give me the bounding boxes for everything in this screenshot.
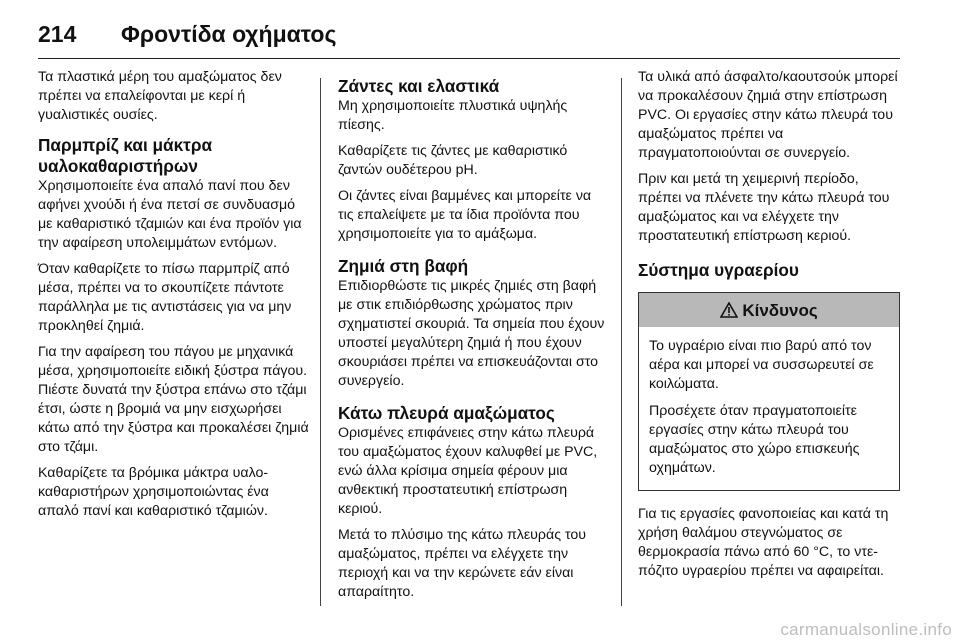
paragraph: Επιδιορθώστε τις μικρές ζημιές στη βαφή με στικ επιδιόρθωσης χρώματος πριν σχηματιστεί σκουριά. Τα σημεία που έχουν υποστεί μεγαλύτερη ζημιά ή που έχουν σκουριάσει πρέπει να επισκευάζονται στο συνεργείο. [338,278,605,389]
page-title: Φροντίδα οχήματος [121,20,337,47]
section-heading-lpg-system: Σύστημα υγραερίου [638,260,799,280]
paragraph: Προσέχετε όταν πραγματοποιείτε εργασίες στην κάτω πλευρά του αμαξώματος στο χώρο επισκευής οχημάτων. [649,403,860,476]
warning-triangle-icon [720,302,738,318]
paragraph: Ορισμένες επιφάνειες στην κάτω πλευρά του αμαξώματος έχουν καλυφθεί με PVC, ενώ άλλα κρίσιμα σημεία φέρουν μια ανθεκτική προστατευτική επίστρωση κεριού. [338,425,598,517]
column-1 [38,68,310,528]
danger-label: Κίνδυνος [742,300,818,320]
danger-header [639,293,899,327]
paragraph: Μη χρησιμοποιείτε πλυστικά υψηλής πίεσης. [338,98,568,133]
paragraph: Το υγραέριο είναι πιο βαρύ από τον αέρα και μπορεί να συσσωρευτεί σε κοιλώματα. [649,338,874,392]
column-divider-2 [621,78,622,606]
watermark-text: carmanualsonline.info [780,620,952,639]
section-heading-windscreen: Παρμπρίζ και μάκτρα υαλοκαθαριστήρων [38,135,213,176]
page-header [38,14,900,54]
paragraph: Χρησιμοποιείτε ένα απαλό πανί που δεν αφήνει χνούδι ή ένα πετσί σε συνδυασμό με καθαριστικό τζαμιών και ένα προϊόν για την αφαίρεση υπολειμμάτων εντόμων. [38,178,302,251]
section-heading-paint-damage: Ζημιά στη βαφή [338,256,469,276]
paragraph: Καθαρίζετε τις ζάντες με καθαριστικό ζαντών ουδέτερου pH. [338,143,568,178]
danger-body [639,327,899,490]
paragraph: Οι ζάντες είναι βαμμένες και μπορείτε να τις επαλείψετε με τα ίδια προϊόντα που χρησιμοποιείτε για το αμάξωμα. [338,188,592,242]
section-heading-wheels: Ζάντες και ελαστικά [338,76,500,96]
section-heading-underbody: Κάτω πλευρά αμαξώματος [338,403,555,423]
paragraph: Όταν καθαρίζετε το πίσω παρμπρίζ από μέσα, πρέπει να το σκουπίζετε πάντοτε παράλληλα με τις αντιστάσεις για να μην προκληθεί ζημιά. [38,261,292,334]
column-2 [338,68,610,609]
page-number: 214 [38,20,77,47]
header-divider [38,58,900,59]
danger-warning-box [638,292,900,491]
paragraph: Πριν και μετά τη χειμερινή περίοδο, πρέπει να πλένετε την κάτω πλευρά του αμαξώματος και να ελέγχετε την προστατευτική επίστρωση κεριού. [638,171,890,244]
paragraph: Μετά το πλύσιμο της κάτω πλευράς του αμαξώματος, πρέπει να ελέγχετε την περιοχή και να την κερώνετε εάν είναι απαραίτητο. [338,527,587,600]
column-divider-1 [320,78,321,606]
column-3 [638,68,900,588]
paragraph: Καθαρίζετε τα βρόμικα μάκτρα υαλοκαθαριστήρων χρησιμοποιώντας ένα απαλό πανί και καθαριστικό τζαμιών. [38,465,269,519]
paragraph: Τα πλαστικά μέρη του αμαξώματος δεν πρέπει να επαλείφονται με κερί ή γυαλιστικές ουσίες. [38,69,282,123]
paragraph: Για τις εργασίες φανοποιείας και κατά τη χρήση θαλάμου στεγνώματος σε θερμοκρασία πάνω από 60 °C, το ντεπόζιτο υγραερίου πρέπει να αφαιρείται. [638,506,889,579]
paragraph: Τα υλικά από άσφαλτο/καουτσούκ μπορεί να προκαλέσουν ζημιά στην επίστρωση PVC. Οι εργασίες στην κάτω πλευρά του αμαξώματος πρέπει να πραγματοποιούνται σε συνεργείο. [638,69,898,161]
paragraph: Για την αφαίρεση του πάγου με μηχανικά μέσα, χρησιμοποιείτε ειδική ξύστρα πάγου. Πιέστε δυνατά την ξύστρα επάνω στο τζάμι έτσι, ώστε η βρομιά να μην εισχωρήσει κάτω από την ξύστρα και προκαλέσει ζημιά στο τζάμι. [38,344,309,455]
